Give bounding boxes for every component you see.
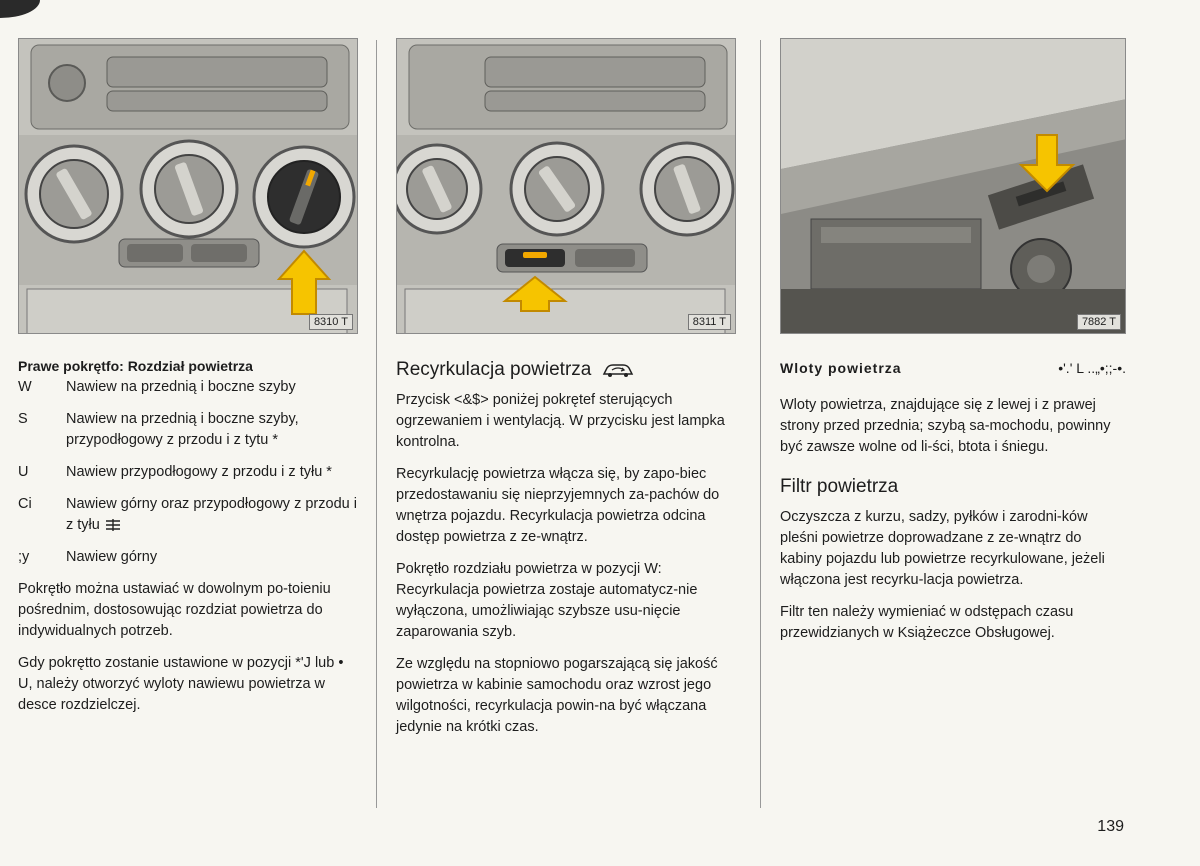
- list-item-key: W: [18, 379, 32, 395]
- list-item-text: Nawiew przypodłogowy z przodu i z tyłu *: [66, 464, 332, 480]
- recirculation-panel-illustration: [397, 39, 736, 334]
- defrost-vent-icon: [104, 518, 122, 532]
- section-heading: Prawe pokrętfo: Rozdział powietrza: [18, 358, 253, 374]
- section-heading: [396, 359, 736, 380]
- list-item-text: Nawiew górny: [66, 549, 158, 565]
- list-item-key: U: [18, 464, 29, 480]
- heading-text: Wloty powietrza: [780, 360, 902, 376]
- heading-tail: •'.' L ..„•;;-•.: [1058, 360, 1126, 376]
- page-corner-mark: [0, 0, 40, 18]
- paragraph: Oczyszcza z kurzu, sadzy, pyłków i zarodni-ków pleśni powietrze doprowadzane z ze-wnątrz do kabiny pojazdu lub powietrze recyrkulowane, jeżeli włączona jest recyrku-lacja powietrza.: [780, 509, 1105, 588]
- paragraph: Ze względu na stopniowo pogarszającą się jakość powietrza w kabinie samochodu oraz wzrost jego wilgotności, recyrkulacja powin-na być włączana jedynie na krótki czas.: [396, 656, 718, 735]
- figure-code: 8310 T: [309, 314, 353, 330]
- section-heading: Filtr powietrza: [780, 476, 899, 497]
- column-divider: [760, 40, 761, 808]
- heater-panel-illustration: [19, 39, 358, 334]
- engine-bay-illustration: [781, 39, 1126, 334]
- figure-code: 7882 T: [1077, 314, 1121, 330]
- figure-heater-controls-right-knob: [18, 38, 358, 334]
- column-air-inlets: [780, 38, 1126, 655]
- list-item: [18, 462, 358, 483]
- figure-recirculation-button: [396, 38, 736, 334]
- paragraph: Pokrętło można ustawiać w dowolnym po-toieniu pośrednim, dostosowując rozdziat powietrza do indywidualnych potrzeb.: [18, 581, 331, 639]
- heading-text: Recyrkulacja powietrza: [396, 359, 592, 380]
- paragraph: Gdy pokrętto zostanie ustawione w pozycji *'J lub • U, należy otworzyć wyloty nawiewu powietrza w desce rozdzielczej.: [18, 655, 344, 713]
- paragraph: Wloty powietrza, znajdujące się z lewej i z prawej strony przed przednia; szybą sa-mochodu, powinny być zawsze wolne od li-ści, btota i śniegu.: [780, 397, 1111, 455]
- column-divider: [376, 40, 377, 808]
- section-heading: [780, 358, 1126, 379]
- list-item-key: S: [18, 411, 28, 427]
- figure-engine-bay-air-inlet: [780, 38, 1126, 334]
- list-item: [18, 377, 358, 398]
- list-item: [18, 409, 358, 451]
- list-item: [18, 547, 358, 568]
- distribution-list: [18, 377, 358, 568]
- list-item-key: ;y: [18, 549, 30, 565]
- paragraph: Pokrętło rozdziału powietrza w pozycji W: Recyrkulacja powietrza zostaje automatycz-nie wyłączona, umożliwiając szybsze usu-nięcie zaparowania szyb.: [396, 561, 698, 640]
- page-number: 139: [1097, 818, 1124, 835]
- list-item-text: Nawiew na przednią i boczne szyby: [66, 379, 296, 395]
- list-item-key: Ci: [18, 496, 32, 512]
- list-item-text: Nawiew na przednią i boczne szyby, przypodłogowy z przodu i z tytu *: [66, 411, 299, 448]
- column-air-distribution: [18, 38, 358, 727]
- paragraph: Filtr ten należy wymieniać w odstępach czasu przewidzianych w Książeczce Obsługowej.: [780, 604, 1074, 641]
- list-item-text: Nawiew górny oraz przypodłogowy z przodu i z tyłu: [66, 496, 357, 533]
- list-item: [18, 494, 358, 536]
- column-recirculation: [396, 38, 736, 749]
- recirculation-car-icon: [601, 362, 635, 378]
- paragraph: Przycisk <&$> poniżej pokrętef sterujących ogrzewaniem i wentylacją. W przycisku jest lampka kontrolna.: [396, 392, 725, 450]
- figure-code: 8311 T: [688, 314, 731, 330]
- paragraph: Recyrkulację powietrza włącza się, by zapo-biec przedostawaniu się nieprzyjemnych za-pachów do wnętrza pojazdu. Recyrkulacja powietrza odcina dostęp powietrza z ze-wnątrz.: [396, 466, 720, 545]
